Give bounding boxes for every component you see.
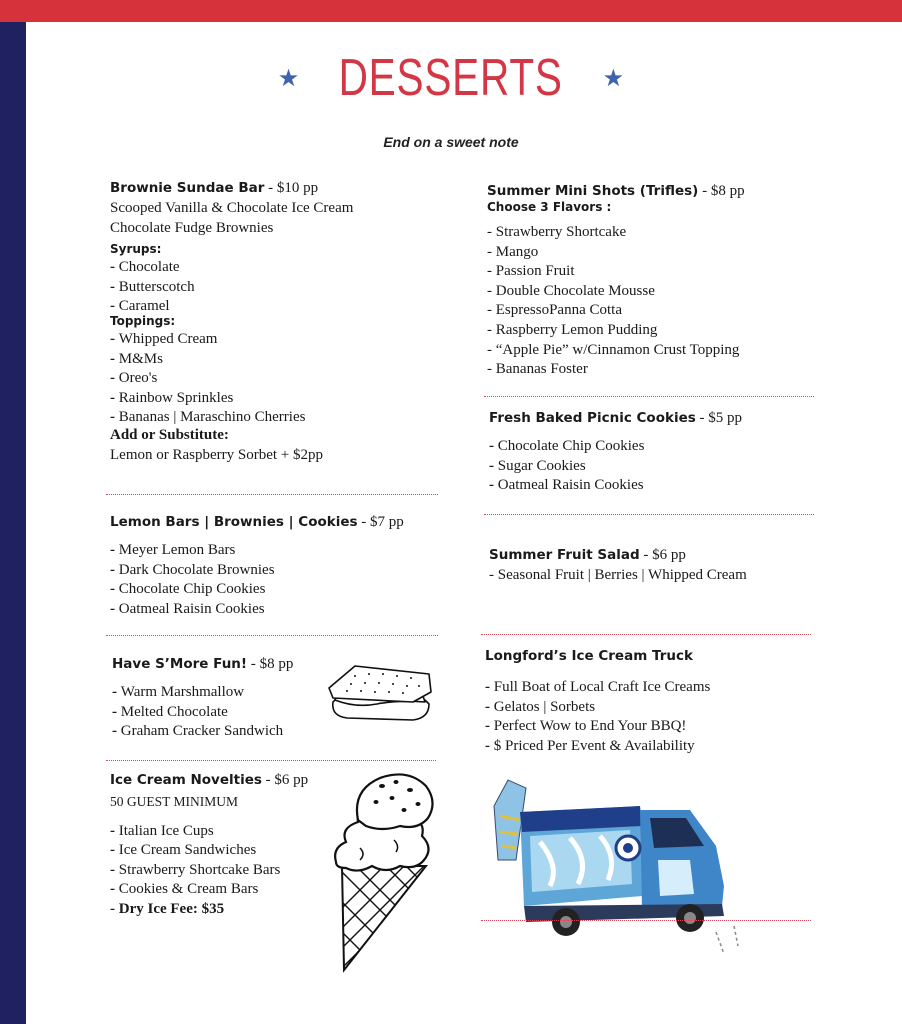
description-line: Chocolate Fudge Brownies [110,219,274,236]
list-item: - Chocolate [110,259,180,276]
list-item: - Double Chocolate Mousse [487,282,655,299]
list-item: - Graham Cracker Sandwich [112,723,284,740]
fruit-section [489,547,747,586]
dry-ice-fee: - Dry Ice Fee: $35 [110,900,225,917]
ice-cream-cone-icon [330,770,440,975]
divider [106,635,438,636]
list-item: - Strawberry Shortcake [487,224,627,240]
novelties-section [110,772,308,920]
list-item: - EspressoPanna Cotta [487,302,622,319]
title-block [0,48,902,108]
ice-cream-truck-image [490,776,760,966]
page-title: DESSERTS [338,49,564,107]
list-item: - Strawberry Shortcake Bars [110,861,281,878]
list-item: - Gelatos | Sorbets [485,698,596,715]
divider [106,494,438,495]
divider [481,920,811,921]
list-item: - Bananas Foster [487,361,588,378]
section-heading: Brownie Sundae Bar - $10 pp [110,180,319,196]
section-heading: Summer Fruit Salad - $6 pp [489,547,686,563]
list-item: - Warm Marshmallow [112,684,245,700]
list-item: - Perfect Wow to End Your BBQ! [485,718,687,735]
list-item: - Meyer Lemon Bars [110,542,236,558]
list-item: - Oatmeal Raisin Cookies [489,477,644,494]
add-substitute-text: Lemon or Raspberry Sorbet + $2pp [110,446,324,463]
lemon-section [110,514,404,619]
list-item: - Raspberry Lemon Pudding [487,321,658,338]
list-item: - Oreo's [110,370,158,387]
sub-heading: Toppings: [110,313,176,328]
section-heading: Lemon Bars | Brownies | Cookies - $7 pp [110,514,404,530]
divider [484,396,814,397]
description-line: Scooped Vanilla & Chocolate Ice Cream [110,200,354,216]
divider [106,760,436,761]
list-item: - Dark Chocolate Brownies [110,561,275,578]
smore-section [112,656,293,742]
section-heading: Fresh Baked Picnic Cookies - $5 pp [489,410,743,426]
list-item: - Full Boat of Local Craft Ice Creams [485,679,711,695]
list-item: - Melted Chocolate [112,703,228,720]
list-item: - Rainbow Sprinkles [110,389,234,406]
list-item: - Italian Ice Cups [110,822,214,839]
sub-heading: Choose 3 Flavors : [487,200,612,214]
section-heading: Ice Cream Novelties - $6 pp [110,772,309,788]
sub-heading: Syrups: [110,242,162,257]
list-item: - Passion Fruit [487,263,575,280]
list-item: - $ Priced Per Event & Availability [485,737,695,754]
list-item: - Butterscotch [110,278,195,295]
description-line: - Seasonal Fruit | Berries | Whipped Cream [489,567,747,583]
list-item: - “Apple Pie” w/Cinnamon Crust Topping [487,341,740,358]
list-item: - Ice Cream Sandwiches [110,842,257,859]
list-item: - Cookies & Cream Bars [110,881,259,898]
star-icon: ★ [602,65,625,92]
divider [481,634,811,635]
list-item: - M&Ms [110,350,163,367]
smores-icon [325,662,435,724]
star-icon: ★ [277,65,300,92]
list-item: - Sugar Cookies [489,457,586,474]
truck-section [485,648,710,756]
side-color-bar [0,22,26,1024]
minimum-note: 50 GUEST MINIMUM [110,794,239,809]
cookies-section [489,410,742,496]
top-color-bar [0,0,902,22]
section-heading: Have S’More Fun! - $8 pp [112,656,294,672]
list-item: - Bananas | Maraschino Cherries [110,409,306,426]
section-heading: Longford’s Ice Cream Truck [485,648,693,664]
list-item: - Mango [487,243,539,260]
list-item: - Whipped Cream [110,330,218,347]
add-substitute-label: Add or Substitute: [110,426,229,443]
list-item: - Oatmeal Raisin Cookies [110,600,265,617]
list-item: - Chocolate Chip Cookies [489,438,645,454]
brownie-section [110,180,353,465]
page-subtitle: End on a sweet note [383,134,519,150]
divider [484,514,814,515]
trifles-section [487,183,745,380]
list-item: - Chocolate Chip Cookies [110,581,266,598]
list-item: - Caramel [110,298,170,315]
section-heading: Summer Mini Shots (Trifles) - $8 pp [487,183,745,199]
